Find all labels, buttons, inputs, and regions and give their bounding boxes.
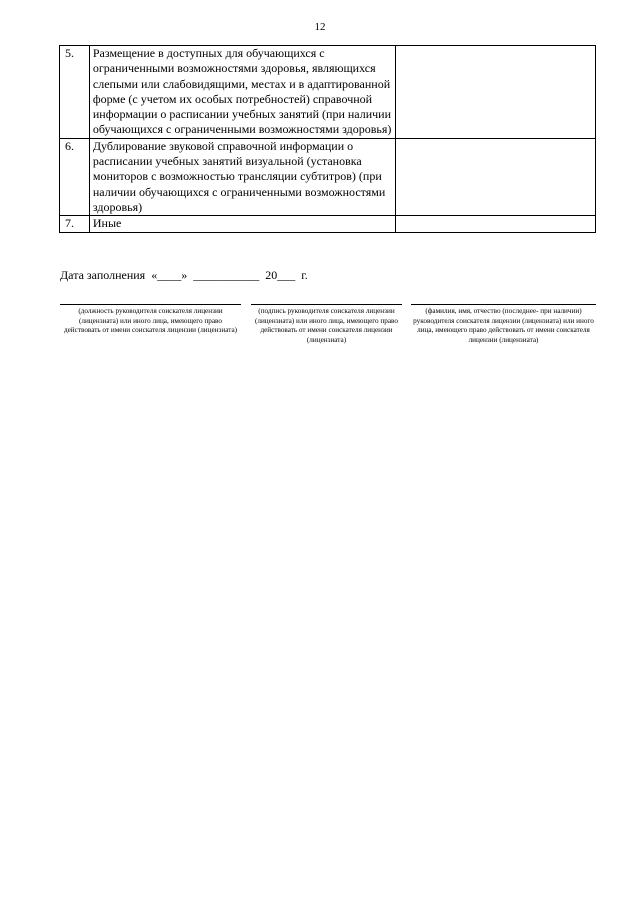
- row-number: 5.: [60, 46, 90, 139]
- signature-name-caption: (фамилия, имя, отчество (последнее- при наличии) руководителя соискателя лицензии (лицензиата) или иного лица, имеющего право действовать от имени соискателя лицензии (лицензиата): [411, 304, 596, 345]
- row-number: 6.: [60, 138, 90, 215]
- requirements-table: [59, 45, 596, 233]
- row-value-cell: [395, 138, 595, 215]
- row-description: Размещение в доступных для обучающихся с ограниченными возможностями здоровья, являющихся слепыми или слабовидящими, местах и в адаптированной форме (с учетом их особых потребностей) справочной информации о расписании учебных занятий (при наличии обучающихся с ограниченными возможностями здоровья): [89, 46, 395, 139]
- page-number: 12: [314, 21, 326, 33]
- table-row: [60, 216, 596, 232]
- row-number: 7.: [60, 216, 90, 232]
- fill-date-line: Дата заполнения «____» ___________ 20___ г.: [60, 268, 308, 282]
- table-row: [60, 138, 596, 215]
- signature-position-caption: (должность руководителя соискателя лицензии (лицензиата) или иного лица, имеющего право действовать от имени соискателя лицензии (лицензиата): [60, 304, 241, 336]
- table-row: [60, 46, 596, 139]
- signature-sign-caption: (подпись руководителя соискателя лицензии (лицензиата) или иного лица, имеющего право действовать от имени соискателя лицензии (лицензиата): [251, 304, 402, 345]
- row-value-cell: [395, 46, 595, 139]
- row-value-cell: [395, 216, 595, 232]
- row-description: Иные: [89, 216, 395, 232]
- row-description: Дублирование звуковой справочной информации о расписании учебных занятий визуальной (установка мониторов с возможностью трансляции субтитров) (при наличии обучающихся с ограниченными возможностями здоровья): [89, 138, 395, 215]
